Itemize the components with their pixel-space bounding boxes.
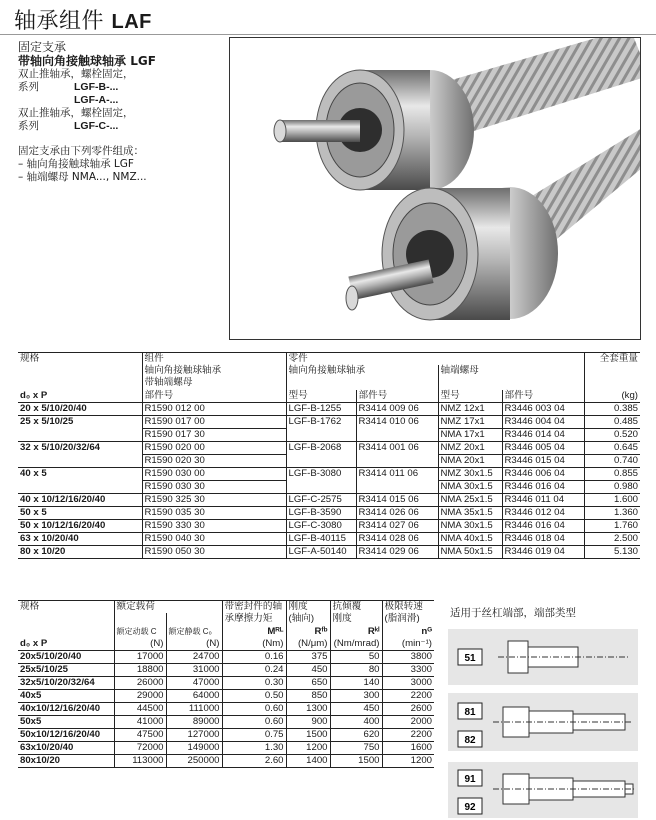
intro-block [18,40,223,184]
table-cell-bm: LGF-C-3080 [286,519,356,532]
col-header-d0p: d₀ x P [20,389,48,401]
col-header-spec: 规格 [18,601,114,614]
table-cell-bm: LGF-C-2575 [286,493,356,506]
table-cell-nm: NMA 17x1 [438,428,502,441]
col-header-stiffness: 刚度 [286,601,330,614]
table-row [18,545,640,558]
table-cell-bp: R3414 026 06 [356,506,438,519]
table-cell-c: 41000 [114,715,166,728]
table-cell-size: 63 x 10/20/40 [18,532,142,545]
table-cell-kg: 2.500 [584,532,640,545]
col-header-kg: (kg) [584,390,640,403]
assembly-table [18,352,640,559]
table-cell-bp: R3414 009 06 [356,402,438,415]
table-cell-bp [356,454,438,467]
table-cell-m: 0.60 [222,715,286,728]
table-cell-c: 47500 [114,728,166,741]
table-cell-rkl: 750 [330,741,382,754]
table-cell-kg: 0.980 [584,480,640,493]
table-cell-rfb: 900 [286,715,330,728]
table-cell-asm: R1590 020 00 [142,441,286,454]
table-row [18,728,434,741]
table-cell-bm [286,454,356,467]
col-header-assembly-sub: 带轴端螺母 [142,377,286,389]
table-cell-ng: 2200 [382,728,434,741]
col-header-model: 型号 [286,390,356,403]
table-header-row [18,613,434,625]
table-cell-bm: LGF-A-50140 [286,545,356,558]
table-cell-np: R3446 012 04 [502,506,584,519]
table-cell-m: 0.16 [222,650,286,663]
table-cell-rfb: 1400 [286,754,330,767]
table-cell-ng: 3800 [382,650,434,663]
table-cell-m: 0.24 [222,663,286,676]
table-cell-kg: 5.130 [584,545,640,558]
col-header-partno: 部件号 [356,390,438,403]
table-cell-rkl: 450 [330,702,382,715]
table-cell-np: R3446 016 04 [502,480,584,493]
col-header-rfb: Rᶠᵇ [286,625,330,637]
col-header-friction-sub: 承摩擦力矩 [222,613,286,625]
col-header-stat: 额定静载 C₀ [166,625,222,637]
table-cell-asm: R1590 330 30 [142,519,286,532]
table-cell-size: 80x10/20 [18,754,114,767]
table-cell-size [18,480,142,493]
table-cell-c0: 64000 [166,689,222,702]
table-cell-asm: R1590 035 30 [142,506,286,519]
table-cell-bp: R3414 001 06 [356,441,438,454]
table-cell-c0: 111000 [166,702,222,715]
table-row [18,754,434,767]
table-cell-bm: LGF-B-40115 [286,532,356,545]
table-cell-nm: NMZ 12x1 [438,402,502,415]
table-cell-asm: R1590 040 30 [142,532,286,545]
table-cell-size: 25x5/10/25 [18,663,114,676]
table-header-row [18,638,434,651]
table-cell-asm: R1590 020 30 [142,454,286,467]
table-cell-m: 1.30 [222,741,286,754]
col-header-tilt: 抗倾覆 [330,601,382,614]
table-cell-bp: R3414 011 06 [356,467,438,480]
col-header-unit: (Nm) [222,638,286,651]
table-row [18,467,640,480]
table-header-row [18,353,640,366]
table-cell-asm: R1590 325 30 [142,493,286,506]
table-cell-c: 113000 [114,754,166,767]
table-cell-nm: NMZ 20x1 [438,441,502,454]
table-cell-np: R3446 006 04 [502,467,584,480]
intro-composed: 固定支承由下列零件组成： [18,145,144,157]
table-cell-bp [356,428,438,441]
table-cell-m: 0.30 [222,676,286,689]
table-cell-m: 0.50 [222,689,286,702]
table-cell-size: 32 x 5/10/20/32/64 [18,441,142,454]
table-cell-rkl: 300 [330,689,382,702]
intro-series-row: 系列 LGF-B-... [18,81,119,93]
table-cell-asm: R1590 017 30 [142,428,286,441]
table-cell-bm [286,480,356,493]
table-cell-asm: R1590 012 00 [142,402,286,415]
table-cell-size: 40x10/12/16/20/40 [18,702,114,715]
intro-group-desc: 双止推轴承，螺栓固定， [18,68,134,80]
intro-subheading-code: LGF [130,54,156,68]
col-header-partno: 部件号 [502,390,584,403]
table-cell-kg: 0.485 [584,415,640,428]
col-header-tilt-sub: 刚度 [330,613,382,625]
table-row [18,532,640,545]
table-cell-c0: 31000 [166,663,222,676]
table-cell-c0: 24700 [166,650,222,663]
table-cell-size: 40 x 10/12/16/20/40 [18,493,142,506]
table-cell-np: R3446 005 04 [502,441,584,454]
table-cell-bp: R3414 027 06 [356,519,438,532]
col-header-dyn: 额定动载 C [114,625,166,637]
page-title: 轴承组件 LAF [14,9,152,34]
col-header-unit: (Nm/mrad) [330,638,382,651]
table-cell-kg: 0.385 [584,402,640,415]
col-header-spec: 规格 [18,353,142,366]
table-row [18,676,434,689]
table-cell-size: 40 x 5 [18,467,142,480]
table-cell-rfb: 850 [286,689,330,702]
table-cell-bp: R3414 028 06 [356,532,438,545]
table-cell-size: 63x10/20/40 [18,741,114,754]
table-cell-kg: 1.760 [584,519,640,532]
table-cell-asm: R1590 050 30 [142,545,286,558]
table-cell-rkl: 1500 [330,754,382,767]
table-cell-size: 32x5/10/20/32/64 [18,676,114,689]
table-cell-asm: R1590 030 00 [142,467,286,480]
intro-heading: 固定支承 [18,40,67,54]
table-cell-rfb: 450 [286,663,330,676]
table-cell-kg: 1.360 [584,506,640,519]
table-header-row [18,365,640,377]
table-row [18,506,640,519]
end-type-label: 91 [464,774,476,785]
table-cell-asm: R1590 030 30 [142,480,286,493]
end-type-label: 82 [464,735,476,746]
end-types-title: 适用于丝杠端部，端部类型 [450,607,576,619]
col-header-nut: 轴端螺母 [438,365,584,377]
col-header-weight: 全套重量 [584,353,640,366]
table-cell-ng: 2000 [382,715,434,728]
col-header-unit: (N) [166,638,222,651]
col-header-unit: (N) [114,638,166,651]
table-cell-ng: 2600 [382,702,434,715]
table-row [18,415,640,428]
table-cell-size: 50x5 [18,715,114,728]
table-cell-kg: 0.645 [584,441,640,454]
table-cell-np: R3446 003 04 [502,402,584,415]
col-header-d0p: d₀ x P [20,637,48,649]
col-header-stiffness-sub: (轴向) [286,613,330,625]
table-cell-bp: R3414 015 06 [356,493,438,506]
table-cell-size: 20 x 5/10/20/40 [18,402,142,415]
table-cell-np: R3446 018 04 [502,532,584,545]
table-cell-kg: 1.600 [584,493,640,506]
table-cell-bp [356,480,438,493]
table-cell-c: 44500 [114,702,166,715]
table-cell-bm: LGF-B-2068 [286,441,356,454]
table-cell-c: 17000 [114,650,166,663]
table-cell-size: 50x10/12/16/20/40 [18,728,114,741]
table-row [18,715,434,728]
page-title-code: LAF [111,11,152,33]
table-cell-size [18,454,142,467]
table-cell-rkl: 50 [330,650,382,663]
table-cell-kg: 0.740 [584,454,640,467]
end-type-label: 81 [464,707,476,718]
table-cell-np: R3446 011 04 [502,493,584,506]
table-cell-nm: NMA 30x1.5 [438,480,502,493]
table-row [18,428,640,441]
table-cell-rkl: 620 [330,728,382,741]
table-cell-c0: 47000 [166,676,222,689]
col-header-part: 零件 [286,353,584,366]
table-cell-np: R3446 016 04 [502,519,584,532]
table-row [18,741,434,754]
col-header-assembly-sub: 轴向角接触球轴承 [142,365,286,377]
col-header-mrl: Mᴿᴸ [222,625,286,637]
product-photo [229,37,641,340]
table-row [18,402,640,415]
table-cell-c: 72000 [114,741,166,754]
table-row [18,493,640,506]
table-cell-rkl: 400 [330,715,382,728]
table-cell-ng: 1600 [382,741,434,754]
col-header-ng: nᴳ [382,625,434,637]
col-header-unit: (N/μm) [286,638,330,651]
end-type-81-82-drawing [448,693,638,751]
table-cell-c0: 149000 [166,741,222,754]
col-header-speed-sub: (脂润滑) [382,613,434,625]
col-header-speed: 极限转速 [382,601,434,614]
table-cell-nm: NMA 50x1.5 [438,545,502,558]
table-row [18,650,434,663]
table-cell-nm: NMA 20x1 [438,454,502,467]
table-cell-bm: LGF-B-1762 [286,415,356,428]
intro-series-row: LGF-A-... [74,94,119,106]
table-cell-c: 29000 [114,689,166,702]
table-cell-np: R3446 015 04 [502,454,584,467]
table-cell-ng: 1200 [382,754,434,767]
col-header-bearing: 轴向角接触球轴承 [286,365,438,377]
table-cell-bm [286,428,356,441]
table-cell-nm: NMZ 30x1.5 [438,467,502,480]
table-cell-bp: R3414 010 06 [356,415,438,428]
intro-series-row: 系列 LGF-C-... [18,120,119,132]
table-cell-m: 0.75 [222,728,286,741]
table-cell-size: 25 x 5/10/25 [18,415,142,428]
table-row [18,702,434,715]
table-cell-size: 50 x 10/12/16/20/40 [18,519,142,532]
bearing-unit-illustration [230,38,641,340]
table-cell-m: 2.60 [222,754,286,767]
table-cell-c0: 89000 [166,715,222,728]
table-header-row [18,601,434,614]
table-cell-rkl: 80 [330,663,382,676]
table-cell-rfb: 1200 [286,741,330,754]
end-type-91-92-drawing [448,762,638,818]
table-header-row [18,377,640,389]
table-cell-ng: 3300 [382,663,434,676]
table-cell-rfb: 1500 [286,728,330,741]
table-cell-rfb: 1300 [286,702,330,715]
table-row [18,689,434,702]
table-cell-size [18,428,142,441]
col-header-model: 型号 [438,390,502,403]
table-cell-nm: NMZ 17x1 [438,415,502,428]
load-table [18,600,434,768]
table-cell-ng: 3000 [382,676,434,689]
end-type-label: 51 [464,653,476,664]
table-cell-size: 50 x 5 [18,506,142,519]
col-header-rkl: Rᵏˡ [330,625,382,637]
col-header-partno: 部件号 [142,390,286,403]
table-cell-np: R3446 004 04 [502,415,584,428]
table-row [18,441,640,454]
table-cell-c0: 250000 [166,754,222,767]
table-cell-rfb: 375 [286,650,330,663]
table-cell-m: 0.60 [222,702,286,715]
table-cell-ng: 2200 [382,689,434,702]
table-row [18,663,434,676]
title-divider [0,34,656,35]
table-header-row [18,390,640,403]
col-header-assembly: 组件 [142,353,286,366]
intro-part-item: – 轴向角接触球轴承 LGF [18,158,134,170]
table-row [18,454,640,467]
end-type-label: 92 [464,802,476,813]
table-header-row [18,625,434,637]
table-cell-size: 40x5 [18,689,114,702]
table-cell-bp: R3414 029 06 [356,545,438,558]
table-cell-bm: LGF-B-1255 [286,402,356,415]
table-cell-c0: 127000 [166,728,222,741]
table-cell-nm: NMA 40x1.5 [438,532,502,545]
table-cell-kg: 0.855 [584,467,640,480]
table-cell-c: 18800 [114,663,166,676]
table-cell-np: R3446 014 04 [502,428,584,441]
table-cell-bm: LGF-B-3080 [286,467,356,480]
table-cell-asm: R1590 017 00 [142,415,286,428]
table-cell-nm: NMA 25x1.5 [438,493,502,506]
intro-part-item: – 轴端螺母 NMA..., NMZ... [18,171,147,183]
table-cell-size: 20x5/10/20/40 [18,650,114,663]
table-row [18,519,640,532]
table-row [18,480,640,493]
col-header-friction: 带密封件的轴 [222,601,286,614]
table-cell-rkl: 140 [330,676,382,689]
table-cell-np: R3446 019 04 [502,545,584,558]
intro-subheading: 带轴向角接触球轴承 LGF [18,54,156,68]
table-cell-rfb: 650 [286,676,330,689]
table-cell-c: 26000 [114,676,166,689]
col-header-load: 额定载荷 [114,601,222,614]
table-cell-nm: NMA 35x1.5 [438,506,502,519]
col-header-unit: (min⁻¹) [382,638,434,651]
intro-group-desc: 双止推轴承，螺栓固定， [18,107,134,119]
end-type-51-drawing [448,629,638,685]
table-cell-kg: 0.520 [584,428,640,441]
table-cell-nm: NMA 30x1.5 [438,519,502,532]
table-cell-bm: LGF-B-3590 [286,506,356,519]
table-cell-size: 80 x 10/20 [18,545,142,558]
